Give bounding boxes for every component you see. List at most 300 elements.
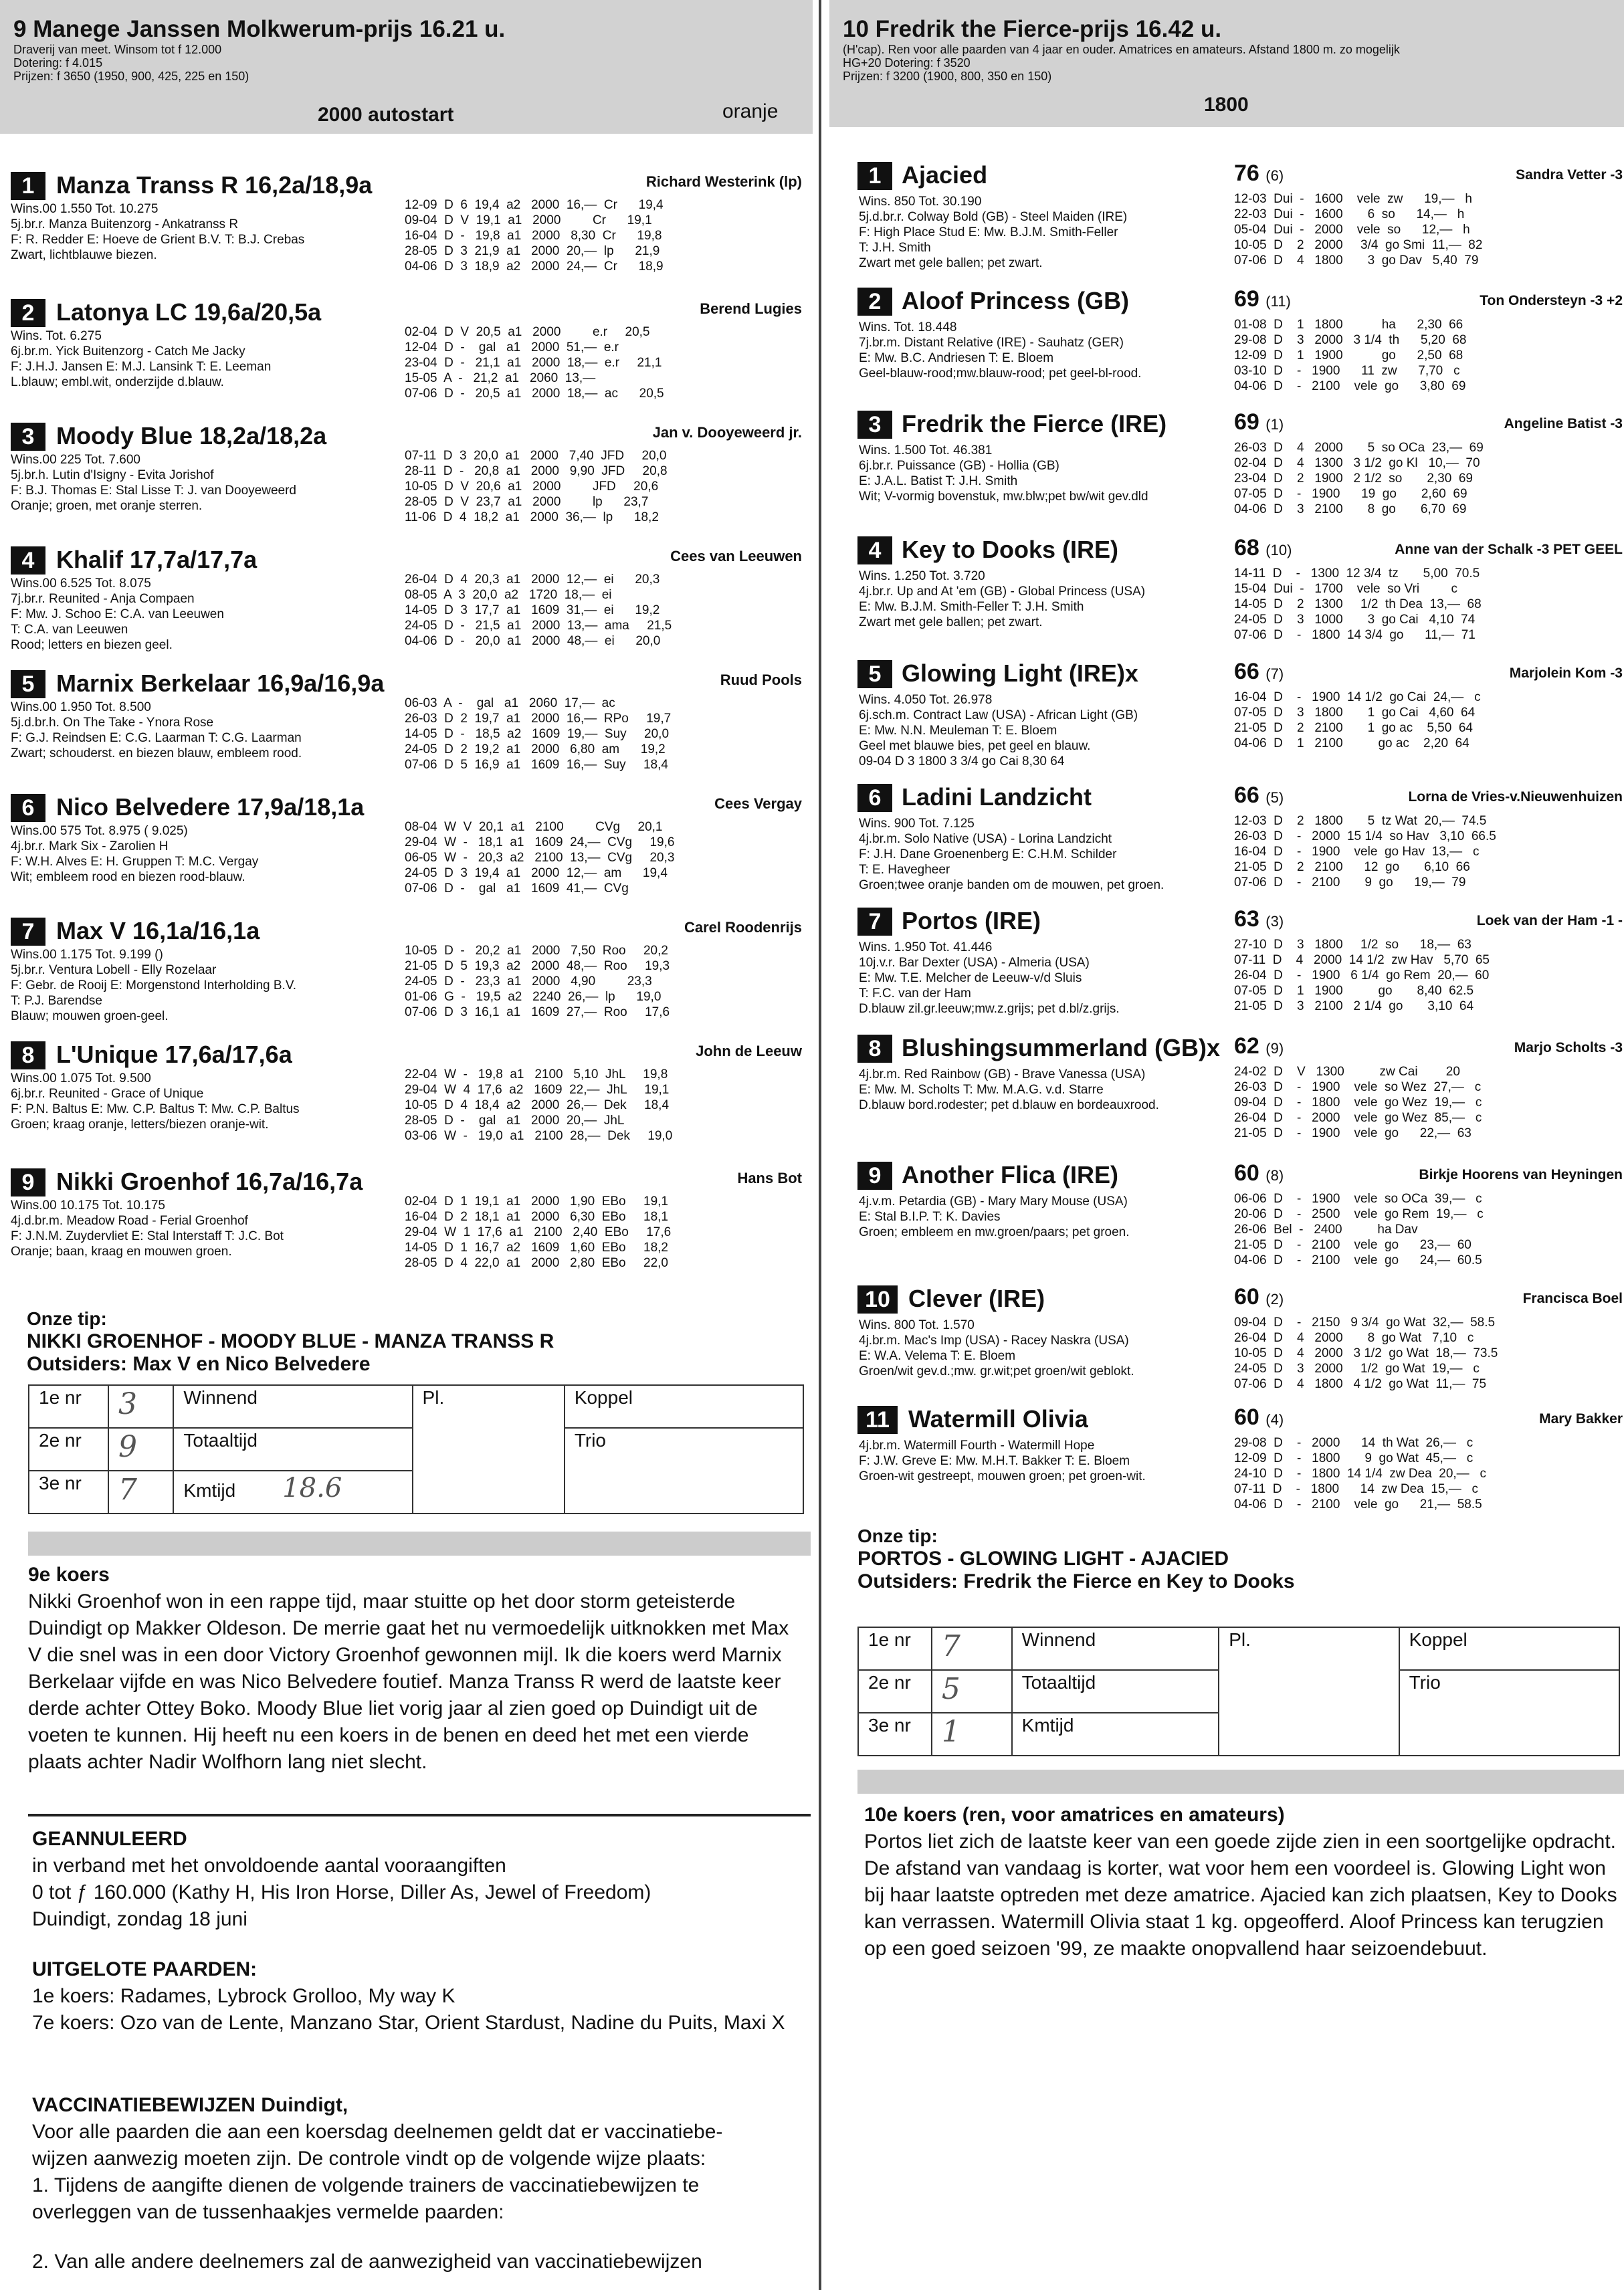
- form-row: 24-05 D 3 2000 1/2 go Wat 19,— c: [1234, 1362, 1480, 1376]
- bet-label: Winnend: [173, 1385, 412, 1428]
- horse-rating: [1234, 535, 1292, 561]
- form-row: 26-06 Bel - 2400 ha Dav: [1234, 1223, 1418, 1237]
- rating-value: 60: [1234, 1404, 1259, 1430]
- form-row: 09-04 D - 1800 vele go Wez 19,— c: [1234, 1096, 1482, 1110]
- form-row: 04-06 D - 2100 vele go 24,— 60.5: [1234, 1253, 1482, 1267]
- tip-outsiders: Outsiders: Max V en Nico Belvedere: [27, 1353, 371, 1375]
- horse-info: [859, 443, 1148, 504]
- info-line: Wins. 1.950 Tot. 41.446: [859, 940, 993, 954]
- horse-info: [859, 816, 1164, 893]
- rider-name: Marjo Scholts -3: [1514, 1040, 1623, 1055]
- horse-name[interactable]: Aloof Princess (GB): [902, 287, 1130, 314]
- driver-name: Ruud Pools: [720, 671, 802, 688]
- info-line: Wins. Tot. 18.448: [859, 320, 957, 334]
- info-line: Geel met blauwe bies, pet geel en blauw.: [859, 739, 1091, 753]
- horse-info: [11, 947, 296, 1024]
- form-row: 14-05 D 3 17,7 a1 1609 31,— ei 19,2: [405, 603, 660, 617]
- form-row: 23-04 D 2 1900 2 1/2 so 2,30 69: [1234, 472, 1474, 486]
- form-row: 29-08 D - 2000 14 th Wat 26,— c: [1234, 1436, 1474, 1450]
- info-line: Zwart met gele ballen; pet zwart.: [859, 256, 1043, 270]
- rating-count: (2): [1265, 1291, 1284, 1308]
- form-rows: [1234, 191, 1482, 268]
- horse-name[interactable]: Marnix Berkelaar 16,9a/16,9a: [56, 669, 385, 697]
- horse-entry: [0, 669, 813, 789]
- horse-number: 5: [857, 660, 892, 688]
- left-column: [0, 0, 813, 2273]
- form-row: 04-06 D 1 2100 go ac 2,20 64: [1234, 736, 1469, 750]
- form-rows: [405, 197, 664, 274]
- tip-line: PORTOS - GLOWING LIGHT - AJACIED: [857, 1548, 1229, 1570]
- form-row: 01-06 G - 19,5 a2 2240 26,— lp 19,0: [405, 990, 662, 1004]
- info-line: E: Mw. B.J.M. Smith-Feller T: J.H. Smith: [859, 600, 1084, 614]
- column-divider: [819, 0, 821, 2290]
- info-line: Wins. 4.050 Tot. 26.978: [859, 693, 993, 707]
- form-row: 07-06 D 4 1800 4 1/2 go Wat 11,— 75: [1234, 1377, 1487, 1391]
- form-row: 10-05 D 4 18,4 a2 2000 26,— Dek 18,4: [405, 1098, 670, 1112]
- horse-info: [11, 1071, 300, 1132]
- form-row: 12-09 D - 1800 9 go Wat 45,— c: [1234, 1451, 1474, 1465]
- horse-name[interactable]: Ajacied: [902, 161, 988, 189]
- handwritten-entry[interactable]: 9: [108, 1428, 173, 1471]
- handwritten-entry[interactable]: 7: [932, 1627, 1012, 1670]
- koppel-cell[interactable]: Koppel: [565, 1385, 803, 1428]
- form-row: 08-04 W V 20,1 a1 2100 CVg 20,1: [405, 820, 663, 834]
- form-row: 09-04 D V 19,1 a1 2000 Cr 19,1: [405, 213, 652, 227]
- horse-name[interactable]: Nico Belvedere 17,9a/18,1a: [56, 793, 365, 821]
- uitgelote-line: 7e koers: Ozo van de Lente, Manzano Star, Orient Stardust, Nadine du Puits, Maxi X: [32, 2012, 785, 2034]
- horse-number: 3: [11, 423, 45, 451]
- driver-name: Carel Roodenrijs: [684, 919, 802, 936]
- race-line: Dotering: f 4.015: [13, 56, 103, 70]
- horse-entry: [829, 1284, 1624, 1404]
- form-row: 15-05 A - 21,2 a1 2060 13,—: [405, 371, 596, 385]
- race-line: Draverij van meet. Winsom tot f 12.000: [13, 43, 222, 56]
- geannuleerd-section: [32, 1826, 808, 1933]
- horse-name[interactable]: Fredrik the Fierce (IRE): [902, 410, 1167, 437]
- horse-entry: [829, 659, 1624, 779]
- horse-name[interactable]: Blushingsummerland (GB)x: [902, 1034, 1221, 1061]
- info-line: 10j.v.r. Bar Dexter (USA) - Almeria (USA): [859, 956, 1090, 970]
- uitgelote-title: UITGELOTE PAARDEN:: [32, 1958, 258, 1980]
- form-row: 16-04 D - 1900 vele go Hav 13,— c: [1234, 845, 1480, 859]
- form-row: 21-05 D - 2100 vele go 23,— 60: [1234, 1238, 1471, 1252]
- form-row: 24-05 D - 21,5 a1 2000 13,— ama 21,5: [405, 619, 672, 633]
- horse-number: 2: [11, 299, 45, 327]
- form-rows: [1234, 1191, 1484, 1268]
- form-rows: [1234, 1315, 1498, 1392]
- driver-name: Richard Westerink (lp): [645, 173, 802, 190]
- info-line: Groen; kraag oranje, letters/biezen oranje-wit.: [11, 1118, 269, 1132]
- trio-cell[interactable]: Trio: [565, 1428, 803, 1514]
- nr-cell: 1e nr: [29, 1385, 108, 1428]
- uitgelote-section: [32, 1956, 808, 2037]
- trio-cell[interactable]: Trio: [1399, 1670, 1619, 1756]
- info-line: 5j.d.br.h. On The Take - Ynora Rose: [11, 716, 214, 730]
- form-row: 24-05 D 3 19,4 a1 2000 12,— am 19,4: [405, 866, 668, 880]
- vaccinatie-line: wijzen aanwezig moeten zijn. De controle vindt op de volgende wijze plaats:: [32, 2148, 706, 2170]
- rider-name: Francisca Boel: [1522, 1291, 1623, 1306]
- info-line: F: R. Redder E: Hoeve de Grient B.V. T: B.J. Crebas: [11, 233, 305, 247]
- tip-outsiders: Outsiders: Fredrik the Fierce en Key to Dooks: [857, 1570, 1295, 1592]
- geannuleerd-line: in verband met het onvoldoende aantal vooraangiften: [32, 1855, 506, 1877]
- info-line: 7j.br.m. Distant Relative (IRE) - Sauhatz (GER): [859, 336, 1124, 350]
- info-line: E: J.A.L. Batist T: J.H. Smith: [859, 474, 1018, 488]
- form-row: 07-06 D - 2100 9 go 19,— 79: [1234, 875, 1466, 890]
- form-row: 28-05 D V 23,7 a1 2000 lp 23,7: [405, 495, 649, 509]
- form-row: 26-04 D 4 20,3 a1 2000 12,— ei 20,3: [405, 572, 660, 587]
- rating-count: (4): [1265, 1411, 1284, 1428]
- tip-block-9: [27, 1308, 803, 1376]
- horse-entry: [829, 783, 1624, 903]
- info-line: Wins. 1.500 Tot. 46.381: [859, 443, 993, 457]
- form-row: 10-05 D 2 2000 3/4 go Smi 11,— 82: [1234, 238, 1483, 252]
- form-row: 02-04 D 1 19,1 a1 2000 1,90 EBo 19,1: [405, 1194, 668, 1209]
- info-line: T: E. Havegheer: [859, 863, 950, 877]
- horse-entry: [0, 545, 813, 665]
- info-line: Zwart; schouderst. en biezen blauw, embleem rood.: [11, 746, 302, 760]
- form-row: 06-06 D - 1900 vele so OCa 39,— c: [1234, 1192, 1482, 1206]
- info-line: T: F.C. van der Ham: [859, 986, 971, 1001]
- form-row: 03-10 D - 1900 11 zw 7,70 c: [1234, 364, 1460, 378]
- horse-name[interactable]: Ladini Landzicht: [902, 783, 1092, 811]
- info-line: Wins. 800 Tot. 1.570: [859, 1318, 975, 1332]
- review-9: [28, 1562, 804, 1776]
- bet-label-text: Kmtijd: [183, 1480, 236, 1501]
- info-line: 4j.br.m. Red Rainbow (GB) - Brave Vanessa (USA): [859, 1067, 1146, 1081]
- horse-info: [11, 201, 304, 263]
- form-row: 26-04 D 4 2000 8 go Wat 7,10 c: [1234, 1331, 1474, 1345]
- horse-info: [859, 194, 1127, 271]
- form-row: 07-06 D - 1800 14 3/4 go 11,— 71: [1234, 628, 1476, 642]
- vaccinatie-line: 1. Tijdens de aangifte dienen de volgende trainers de vaccinatiebewijzen te: [32, 2174, 700, 2196]
- info-line: 7j.br.r. Reunited - Anja Compaen: [11, 592, 195, 606]
- horse-info: [859, 692, 1138, 769]
- driver-name: Cees van Leeuwen: [670, 548, 802, 564]
- info-line: F: J.H.J. Jansen E: M.J. Lansink T: E. Leeman: [11, 360, 272, 374]
- pl-cell[interactable]: Pl.: [413, 1385, 565, 1514]
- driver-name: Jan v. Dooyeweerd jr.: [652, 424, 802, 441]
- form-row: 07-05 D 3 1800 1 go Cai 4,60 64: [1234, 706, 1476, 720]
- info-line: Oranje; groen, met oranje sterren.: [11, 499, 203, 513]
- rating-count: (11): [1265, 293, 1291, 310]
- info-line: Groen; embleem en mw.groen/paars; pet groen.: [859, 1225, 1130, 1239]
- info-line: Wins. 850 Tot. 30.190: [859, 195, 982, 209]
- info-line: F: B.J. Thomas E: Stal Lisse T: J. van Dooyeweerd: [11, 484, 296, 498]
- rating-value: 66: [1234, 783, 1259, 808]
- horse-number: 4: [857, 536, 892, 564]
- info-line: Wins.00 225 Tot. 7.600: [11, 453, 140, 467]
- horse-entry: [829, 1033, 1624, 1154]
- form-row: 12-03 Dui - 1600 vele zw 19,— h: [1234, 192, 1472, 206]
- horse-name[interactable]: L'Unique 17,6a/17,6a: [56, 1041, 292, 1068]
- form-row: 10-05 D 4 2000 3 1/2 go Wat 18,— 73.5: [1234, 1346, 1498, 1360]
- form-row: 26-04 D - 1900 6 1/4 go Rem 20,— 60: [1234, 968, 1490, 982]
- info-line: Blauw; mouwen groen-geel.: [11, 1009, 169, 1023]
- form-row: 21-05 D 2 2100 12 go 6,10 66: [1234, 860, 1470, 874]
- info-line: Wins.00 575 Tot. 8.975 ( 9.025): [11, 824, 188, 838]
- info-line: Wins. Tot. 6.275: [11, 329, 102, 343]
- rider-name: Sandra Vetter -3: [1516, 167, 1623, 183]
- horse-entry: [0, 298, 813, 418]
- horse-name[interactable]: Manza Transs R 16,2a/18,9a: [56, 171, 373, 199]
- horse-name[interactable]: Key to Dooks (IRE): [902, 536, 1119, 563]
- info-line: 4j.br.r. Up and At 'em (GB) - Global Princess (USA): [859, 585, 1146, 599]
- horse-rating: [1234, 783, 1284, 809]
- geannuleerd-line: 0 tot ƒ 160.000 (Kathy H, His Iron Horse, Diller As, Jewel of Freedom): [32, 1881, 651, 1903]
- horse-number: 3: [857, 411, 892, 439]
- form-row: 16-04 D - 1900 14 1/2 go Cai 24,— c: [1234, 690, 1481, 704]
- race-header-9: [0, 0, 813, 134]
- prediction-table-9: [28, 1384, 804, 1514]
- info-line: Geel-blauw-rood;mw.blauw-rood; pet geel-bl-rood.: [859, 367, 1142, 381]
- horse-entry: [829, 906, 1624, 1027]
- review-title: 10e koers (ren, voor amatrices en amateurs): [864, 1804, 1285, 1826]
- info-line: 6j.br.r. Puissance (GB) - Hollia (GB): [859, 459, 1059, 473]
- vaccinatie-line: 2. Van alle andere deelnemers zal de aanwezigheid van vaccinatiebewijzen: [32, 2251, 702, 2273]
- info-line: D.blauw zil.gr.leeuw;mw.z.grijs; pet d.bl/z.grijs.: [859, 1002, 1120, 1016]
- form-row: 14-11 D - 1300 12 3/4 tz 5,00 70.5: [1234, 566, 1480, 581]
- review-text: Nikki Groenhof won in een rappe tijd, maar stuitte op het door storm geteisterde Duindigt op Makker Oldeson. De merrie gaat het nu vermoedelijk uitknokken met Max V die snel was in een door Victory Groenhof gewonnen mijl. Ik die koers werd Marnix Berkelaar vijfde en was Nico Belvedere foutief. Manza Transs R werd de laatste keer derde achter Ottey Boko. Moody Blue liet vorig jaar al zien goed op Duindigt uit de voeten te kunnen. Hij heeft nu een koers in de benen en deed het met een vierde plaats achter Nadir Wolfhorn lang niet slecht.: [28, 1590, 789, 1773]
- form-row: 03-06 W - 19,0 a1 2100 28,— Dek 19,0: [405, 1129, 673, 1143]
- form-rows: [405, 696, 671, 772]
- race-title: 10 Fredrik the Fierce-prijs 16.42 u.: [843, 16, 1222, 42]
- pl-cell[interactable]: Pl.: [1219, 1627, 1399, 1756]
- handwritten-entry[interactable]: 1: [932, 1713, 1012, 1756]
- form-row: 26-03 D - 1900 vele so Wez 27,— c: [1234, 1080, 1482, 1094]
- info-line: Rood; letters en biezen geel.: [11, 638, 173, 652]
- form-row: 10-05 D V 20,6 a1 2000 JFD 20,6: [405, 480, 659, 494]
- form-row: 24-10 D - 1800 14 1/4 zw Dea 20,— c: [1234, 1467, 1487, 1481]
- info-line: 6j.br.m. Yick Buitenzorg - Catch Me Jacky: [11, 344, 245, 358]
- horse-entry: [829, 409, 1624, 530]
- tip-line: NIKKI GROENHOF - MOODY BLUE - MANZA TRANSS R: [27, 1330, 554, 1352]
- form-row: 06-03 A - gal a1 2060 17,— ac: [405, 696, 615, 710]
- form-rows: [1234, 937, 1490, 1014]
- horse-name[interactable]: Moody Blue 18,2a/18,2a: [56, 422, 327, 449]
- horse-name[interactable]: Khalif 17,7a/17,7a: [56, 546, 258, 573]
- nr-cell: 2e nr: [858, 1670, 932, 1713]
- form-row: 24-05 D 2 19,2 a1 2000 6,80 am 19,2: [405, 742, 666, 756]
- horse-info: [859, 1438, 1146, 1484]
- info-line: F: P.N. Baltus E: Mw. C.P. Baltus T: Mw. C.P. Baltus: [11, 1102, 300, 1116]
- info-line: T: J.H. Smith: [859, 241, 931, 255]
- horse-name[interactable]: Clever (IRE): [908, 1285, 1045, 1312]
- horse-entry: [0, 1040, 813, 1160]
- horse-number: 1: [857, 162, 892, 190]
- horse-info: [859, 320, 1141, 381]
- rider-name: Loek van der Ham -1 -: [1476, 913, 1623, 928]
- form-row: 29-04 W 4 17,6 a2 1609 22,— JhL 19,1: [405, 1083, 670, 1097]
- rating-count: (9): [1265, 1040, 1284, 1057]
- info-line: Wins.00 1.550 Tot. 10.275: [11, 202, 159, 216]
- form-row: 29-04 W - 18,1 a1 1609 24,— CVg 19,6: [405, 835, 675, 849]
- vaccinatie-section: [32, 2092, 808, 2275]
- horse-rating: [1234, 1404, 1284, 1431]
- race-distance: 1800: [1204, 94, 1249, 116]
- form-row: 07-06 D 5 16,9 a1 1609 16,— Suy 18,4: [405, 758, 668, 772]
- form-row: 07-11 D - 1800 14 zw Dea 15,— c: [1234, 1482, 1479, 1496]
- form-row: 22-03 Dui - 1600 6 so 14,— h: [1234, 207, 1465, 221]
- uitgelote-line: 1e koers: Radames, Lybrock Grolloo, My way K: [32, 1985, 455, 2007]
- horse-name[interactable]: Nikki Groenhof 16,7a/16,7a: [56, 1168, 363, 1195]
- horse-name[interactable]: Portos (IRE): [902, 907, 1041, 934]
- horse-info: [11, 823, 258, 885]
- form-row: 26-04 D - 2000 vele go Wez 85,— c: [1234, 1111, 1482, 1125]
- info-line: Groen/wit gev.d.;mw. gr.wit;pet groen/wit geblokt.: [859, 1364, 1134, 1378]
- vaccinatie-spacer: [32, 2226, 808, 2249]
- rating-value: 62: [1234, 1033, 1259, 1059]
- form-row: 14-05 D 2 1300 1/2 th Dea 13,— 68: [1234, 597, 1482, 611]
- race-title: 9 Manege Janssen Molkwerum-prijs 16.21 u.: [13, 16, 506, 42]
- horse-info: [859, 1067, 1159, 1113]
- horse-entry: [0, 421, 813, 542]
- horse-rating: [1234, 659, 1284, 685]
- info-line: L.blauw; embl.wit, onderzijde d.blauw.: [11, 375, 224, 389]
- horse-number: 9: [857, 1162, 892, 1190]
- form-row: 07-11 D 4 2000 14 1/2 zw Hav 5,70 65: [1234, 953, 1490, 967]
- bet-label: Totaaltijd: [1012, 1670, 1219, 1713]
- driver-name: Berend Lugies: [700, 300, 802, 317]
- info-line: E: Mw. B.C. Andriesen T: E. Bloem: [859, 351, 1054, 365]
- horse-name[interactable]: Latonya LC 19,6a/20,5a: [56, 298, 322, 326]
- race-line: Prijzen: f 3200 (1900, 800, 350 en 150): [843, 70, 1052, 83]
- form-row: 07-05 D 1 1900 go 8,40 62.5: [1234, 984, 1474, 998]
- form-row: 20-06 D - 2500 vele go Rem 19,— c: [1234, 1207, 1484, 1221]
- info-line: 4j.br.m. Mac's Imp (USA) - Racey Naskra (USA): [859, 1334, 1129, 1348]
- info-line: 5j.br.r. Ventura Lobell - Elly Rozelaar: [11, 963, 217, 977]
- form-row: 28-05 D 4 22,0 a1 2000 2,80 EBo 22,0: [405, 1256, 668, 1270]
- horse-entry: [829, 535, 1624, 655]
- handwritten-kmtijd: 18.6: [282, 1473, 342, 1503]
- horse-name[interactable]: Max V 16,1a/16,1a: [56, 917, 260, 944]
- review-text: Portos liet zich de laatste keer van een goede zijde zien in een soortgelijke opdracht. De afstand van vandaag is korter, wat voor hem een voordeel is. Glowing Light won bij haar laatste optreden met deze amatrice. Ajacied kan zich plaatsen, Key to Dooks kan verrassen. Watermill Olivia staat 1 kg. opgeofferd. Aloof Princess kan terugzien op een goed seizoen '99, ze maakte onopvallend haar seizoendebuut.: [864, 1831, 1617, 1960]
- horse-name[interactable]: Watermill Olivia: [908, 1405, 1088, 1433]
- form-rows: [405, 324, 664, 401]
- grey-band: [857, 1770, 1624, 1794]
- handwritten-entry[interactable]: 5: [932, 1670, 1012, 1713]
- form-row: 07-05 D - 1900 19 go 2,60 69: [1234, 487, 1467, 501]
- rating-value: 69: [1234, 409, 1259, 435]
- koppel-cell[interactable]: Koppel: [1399, 1627, 1619, 1670]
- info-line: 6j.sch.m. Contract Law (USA) - African Light (GB): [859, 708, 1138, 722]
- info-line: D.blauw bord.rodester; pet d.blauw en bordeauxrood.: [859, 1098, 1159, 1112]
- horse-info: [11, 1198, 284, 1259]
- horse-info: [859, 1318, 1134, 1379]
- handwritten-entry[interactable]: 7: [108, 1471, 173, 1514]
- form-rows: [405, 1067, 672, 1144]
- bet-label: [173, 1471, 412, 1514]
- info-line: Groen-wit gestreept, mouwen groen; pet groen-wit.: [859, 1469, 1146, 1483]
- form-row: 16-04 D 2 18,1 a1 2000 6,30 EBo 18,1: [405, 1210, 668, 1224]
- horse-rating: [1234, 1033, 1284, 1059]
- form-row: 27-10 D 3 1800 1/2 so 18,— 63: [1234, 938, 1471, 952]
- rating-count: (6): [1265, 167, 1284, 184]
- rating-value: 68: [1234, 535, 1259, 560]
- form-row: 04-06 D 3 2100 8 go 6,70 69: [1234, 502, 1467, 516]
- form-rows: [405, 819, 674, 896]
- horse-info: [11, 576, 224, 653]
- form-row: 01-08 D 1 1800 ha 2,30 66: [1234, 318, 1463, 332]
- info-line: 09-04 D 3 1800 3 3/4 go Cai 8,30 64: [859, 754, 1065, 768]
- driver-name: Hans Bot: [737, 1170, 802, 1186]
- form-row: 12-09 D 6 19,4 a2 2000 16,— Cr 19,4: [405, 198, 664, 212]
- form-row: 04-06 D - 2100 vele go 21,— 58.5: [1234, 1497, 1482, 1512]
- form-row: 12-04 D - gal a1 2000 51,— e.r: [405, 340, 619, 354]
- form-row: 16-04 D - 19,8 a1 2000 8,30 Cr 19,8: [405, 229, 662, 243]
- form-row: 21-05 D 5 19,3 a2 2000 48,— Roo 19,3: [405, 959, 670, 973]
- info-line: F: J.N.M. Zuydervliet E: Stal Interstaff T: J.C. Bot: [11, 1229, 284, 1243]
- rating-count: (1): [1265, 416, 1284, 433]
- rating-value: 60: [1234, 1284, 1259, 1310]
- horse-entry: [0, 916, 813, 1037]
- info-line: 5j.br.r. Manza Buitenzorg - Ankatranss R: [11, 217, 239, 231]
- horse-rating: [1234, 161, 1284, 187]
- horse-info: [859, 568, 1145, 630]
- form-rows: [405, 572, 672, 649]
- rating-count: (10): [1265, 542, 1292, 558]
- nr-cell: 2e nr: [29, 1428, 108, 1471]
- horse-name[interactable]: Glowing Light (IRE)x: [902, 659, 1138, 687]
- horse-rating: [1234, 1160, 1284, 1186]
- race-header-10: [829, 0, 1624, 127]
- rating-value: 66: [1234, 659, 1259, 684]
- form-row: 21-05 D 3 2100 2 1/4 go 3,10 64: [1234, 999, 1474, 1013]
- tip-header: Onze tip:: [857, 1526, 938, 1546]
- info-line: Wins.00 1.075 Tot. 9.500: [11, 1071, 151, 1085]
- geannuleerd-line: Duindigt, zondag 18 juni: [32, 1908, 247, 1930]
- handwritten-entry[interactable]: 3: [108, 1385, 173, 1428]
- info-line: Wins.00 1.950 Tot. 8.500: [11, 700, 151, 714]
- form-row: 08-05 A 3 20,0 a2 1720 18,— ei: [405, 588, 612, 602]
- geannuleerd-title: GEANNULEERD: [32, 1828, 187, 1850]
- info-line: Wins.00 6.525 Tot. 8.075: [11, 577, 151, 591]
- info-line: F: W.H. Alves E: H. Gruppen T: M.C. Vergay: [11, 855, 259, 869]
- race-colour: oranje: [722, 100, 779, 122]
- driver-name: John de Leeuw: [696, 1043, 802, 1059]
- horse-info: [11, 700, 302, 761]
- form-rows: [405, 448, 668, 525]
- rider-name: Anne van der Schalk -3 PET GEEL: [1395, 542, 1623, 557]
- form-row: 23-04 D - 21,1 a1 2000 18,— e.r 21,1: [405, 356, 662, 370]
- horse-number: 6: [857, 784, 892, 812]
- form-row: 24-05 D - 23,3 a1 2000 4,90 23,3: [405, 974, 652, 988]
- horse-number: 1: [11, 172, 45, 200]
- horse-info: [11, 452, 296, 514]
- form-rows: [1234, 813, 1496, 890]
- form-row: 07-11 D 3 20,0 a1 2000 7,40 JFD 20,0: [405, 449, 667, 463]
- form-row: 02-04 D 4 1300 3 1/2 go Kl 10,— 70: [1234, 456, 1480, 470]
- horse-name[interactable]: Another Flica (IRE): [902, 1161, 1119, 1188]
- bet-label: Totaaltijd: [173, 1428, 412, 1471]
- form-row: 14-05 D 1 16,7 a2 1609 1,60 EBo 18,2: [405, 1241, 668, 1255]
- review-title: 9e koers: [28, 1564, 110, 1586]
- form-row: 04-06 D - 2100 vele go 3,80 69: [1234, 379, 1466, 393]
- form-rows: [1234, 566, 1482, 643]
- horse-number: 8: [11, 1041, 45, 1069]
- form-row: 07-06 D 4 1800 3 go Dav 5,40 79: [1234, 253, 1479, 268]
- horse-entry: [0, 1167, 813, 1287]
- form-row: 12-09 D 1 1900 go 2,50 68: [1234, 348, 1463, 362]
- form-row: 24-02 D V 1300 zw Cai 20: [1234, 1065, 1460, 1079]
- horse-number: 9: [11, 1168, 45, 1196]
- form-row: 05-04 Dui - 2000 vele so 12,— h: [1234, 223, 1470, 237]
- vaccinatie-line: overleggen van de tussenhaakjes vermelde paarden:: [32, 2201, 504, 2223]
- horse-rating: [1234, 286, 1291, 312]
- rider-name: Lorna de Vries-v.Nieuwenhuizen: [1408, 789, 1623, 805]
- horse-entry: [829, 286, 1624, 407]
- form-rows: [1234, 440, 1484, 517]
- horse-number: 10: [857, 1285, 898, 1314]
